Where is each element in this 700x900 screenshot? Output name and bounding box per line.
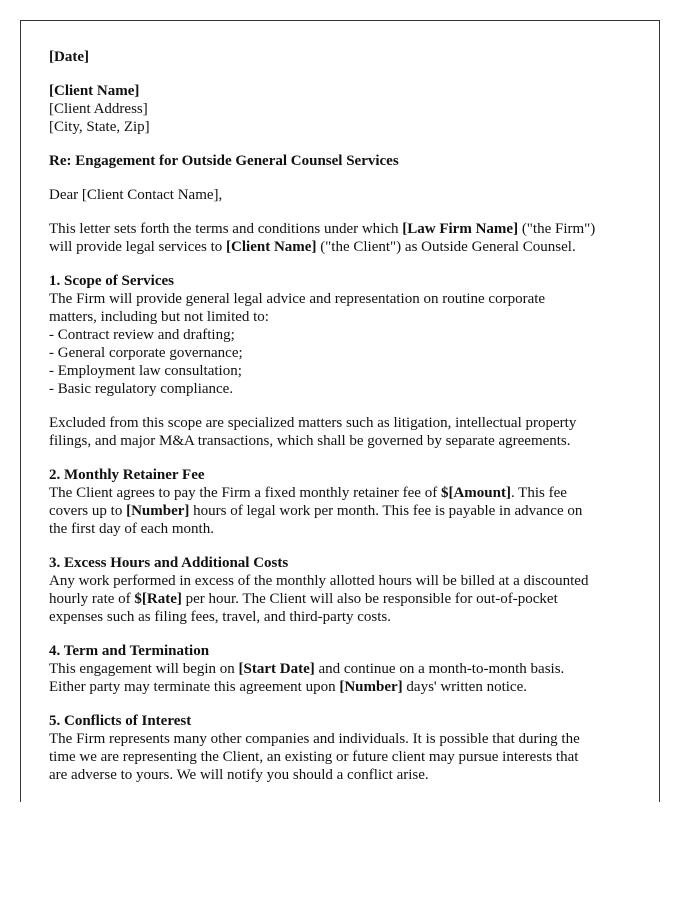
- text: ("the Client") as Outside General Counsel.: [316, 239, 576, 255]
- text: This letter sets forth the terms and conditions under which: [49, 221, 403, 237]
- text-line: [49, 82, 639, 100]
- bold-text: Re: Engagement for Outside General Counsel Services: [49, 153, 399, 169]
- text: Excluded from this scope are specialized matters such as litigation, intellectual property: [49, 415, 577, 431]
- text-line: [49, 152, 639, 170]
- text-line: [49, 118, 639, 136]
- text-line: [49, 678, 639, 696]
- text-line: [49, 48, 639, 66]
- text: - General corporate governance;: [49, 345, 243, 361]
- text: will provide legal services to: [49, 239, 227, 255]
- text-line: [49, 238, 639, 256]
- section-scope-of-services: [49, 272, 639, 398]
- text-line: [49, 590, 639, 608]
- text: covers up to: [49, 503, 127, 519]
- text-line: [49, 484, 639, 502]
- text-line: [49, 362, 639, 380]
- text-line: [49, 272, 639, 290]
- text-line: [49, 712, 639, 730]
- section-conflicts-of-interest: [49, 712, 639, 784]
- text-line: [49, 220, 639, 238]
- text: expenses such as filing fees, travel, and third-party costs.: [49, 609, 391, 625]
- text: Any work performed in excess of the monthly allotted hours will be billed at a discounted: [49, 573, 589, 589]
- text-line: [49, 466, 639, 484]
- text-line: [49, 608, 639, 626]
- text: Dear [Client Contact Name],: [49, 187, 223, 203]
- text: - Contract review and drafting;: [49, 327, 235, 343]
- bold-text: 3. Excess Hours and Additional Costs: [49, 555, 289, 571]
- section-monthly-retainer-fee: [49, 466, 639, 538]
- recipient-address: [49, 82, 639, 136]
- text: per hour. The Client will also be responsible for out-of-pocket: [181, 591, 558, 607]
- text: [City, State, Zip]: [49, 119, 150, 135]
- bold-text: [Date]: [49, 49, 89, 65]
- text: . This fee: [510, 485, 567, 501]
- text-line: [49, 730, 639, 748]
- text: filings, and major M&A transactions, which shall be governed by separate agreements.: [49, 433, 571, 449]
- text: ("the Firm"): [518, 221, 596, 237]
- text: matters, including but not limited to:: [49, 309, 269, 325]
- text-line: [49, 344, 639, 362]
- text-line: [49, 748, 639, 766]
- text: and continue on a month-to-month basis.: [314, 661, 565, 677]
- text-line: [49, 766, 639, 784]
- text-line: [49, 326, 639, 344]
- text: The Client agrees to pay the Firm a fixed monthly retainer fee of: [49, 485, 441, 501]
- text: - Basic regulatory compliance.: [49, 381, 234, 397]
- bold-text: $[Rate]: [134, 591, 182, 607]
- intro-paragraph: [49, 220, 639, 256]
- text: The Firm represents many other companies and individuals. It is possible that during the: [49, 731, 580, 747]
- text-line: [49, 554, 639, 572]
- text-line: [49, 308, 639, 326]
- text: This engagement will begin on: [49, 661, 239, 677]
- text: hours of legal work per month. This fee is payable in advance on: [189, 503, 583, 519]
- bold-text: 5. Conflicts of Interest: [49, 713, 192, 729]
- text-line: [49, 432, 639, 450]
- text: are adverse to yours. We will notify you should a conflict arise.: [49, 767, 429, 783]
- bold-text: [Client Name]: [226, 239, 317, 255]
- text: - Employment law consultation;: [49, 363, 242, 379]
- bold-text: 2. Monthly Retainer Fee: [49, 467, 205, 483]
- text: the first day of each month.: [49, 521, 214, 537]
- salutation: [49, 186, 639, 204]
- text-line: [49, 414, 639, 432]
- text: The Firm will provide general legal advice and representation on routine corporate: [49, 291, 546, 307]
- subject-line: [49, 152, 639, 170]
- bold-text: 4. Term and Termination: [49, 643, 210, 659]
- text-line: [49, 380, 639, 398]
- bold-text: [Start Date]: [238, 661, 315, 677]
- section-excess-hours: [49, 554, 639, 626]
- text-line: [49, 186, 639, 204]
- bold-text: $[Amount]: [440, 485, 511, 501]
- text-line: [49, 660, 639, 678]
- date: [49, 48, 639, 66]
- text: Either party may terminate this agreement upon: [49, 679, 340, 695]
- text: days' written notice.: [402, 679, 527, 695]
- text: hourly rate of: [49, 591, 135, 607]
- bold-text: [Law Firm Name]: [402, 221, 519, 237]
- bold-text: [Client Name]: [49, 83, 140, 99]
- text-line: [49, 642, 639, 660]
- section-term-and-termination: [49, 642, 639, 696]
- text-line: [49, 572, 639, 590]
- letter-page: [20, 20, 660, 802]
- text: [Client Address]: [49, 101, 148, 117]
- text-line: [49, 502, 639, 520]
- text-line: [49, 520, 639, 538]
- bold-text: [Number]: [339, 679, 403, 695]
- bold-text: [Number]: [126, 503, 190, 519]
- text-line: [49, 100, 639, 118]
- bold-text: 1. Scope of Services: [49, 273, 174, 289]
- scope-exclusions: [49, 414, 639, 450]
- text: time we are representing the Client, an existing or future client may pursue interests that: [49, 749, 579, 765]
- text-line: [49, 290, 639, 308]
